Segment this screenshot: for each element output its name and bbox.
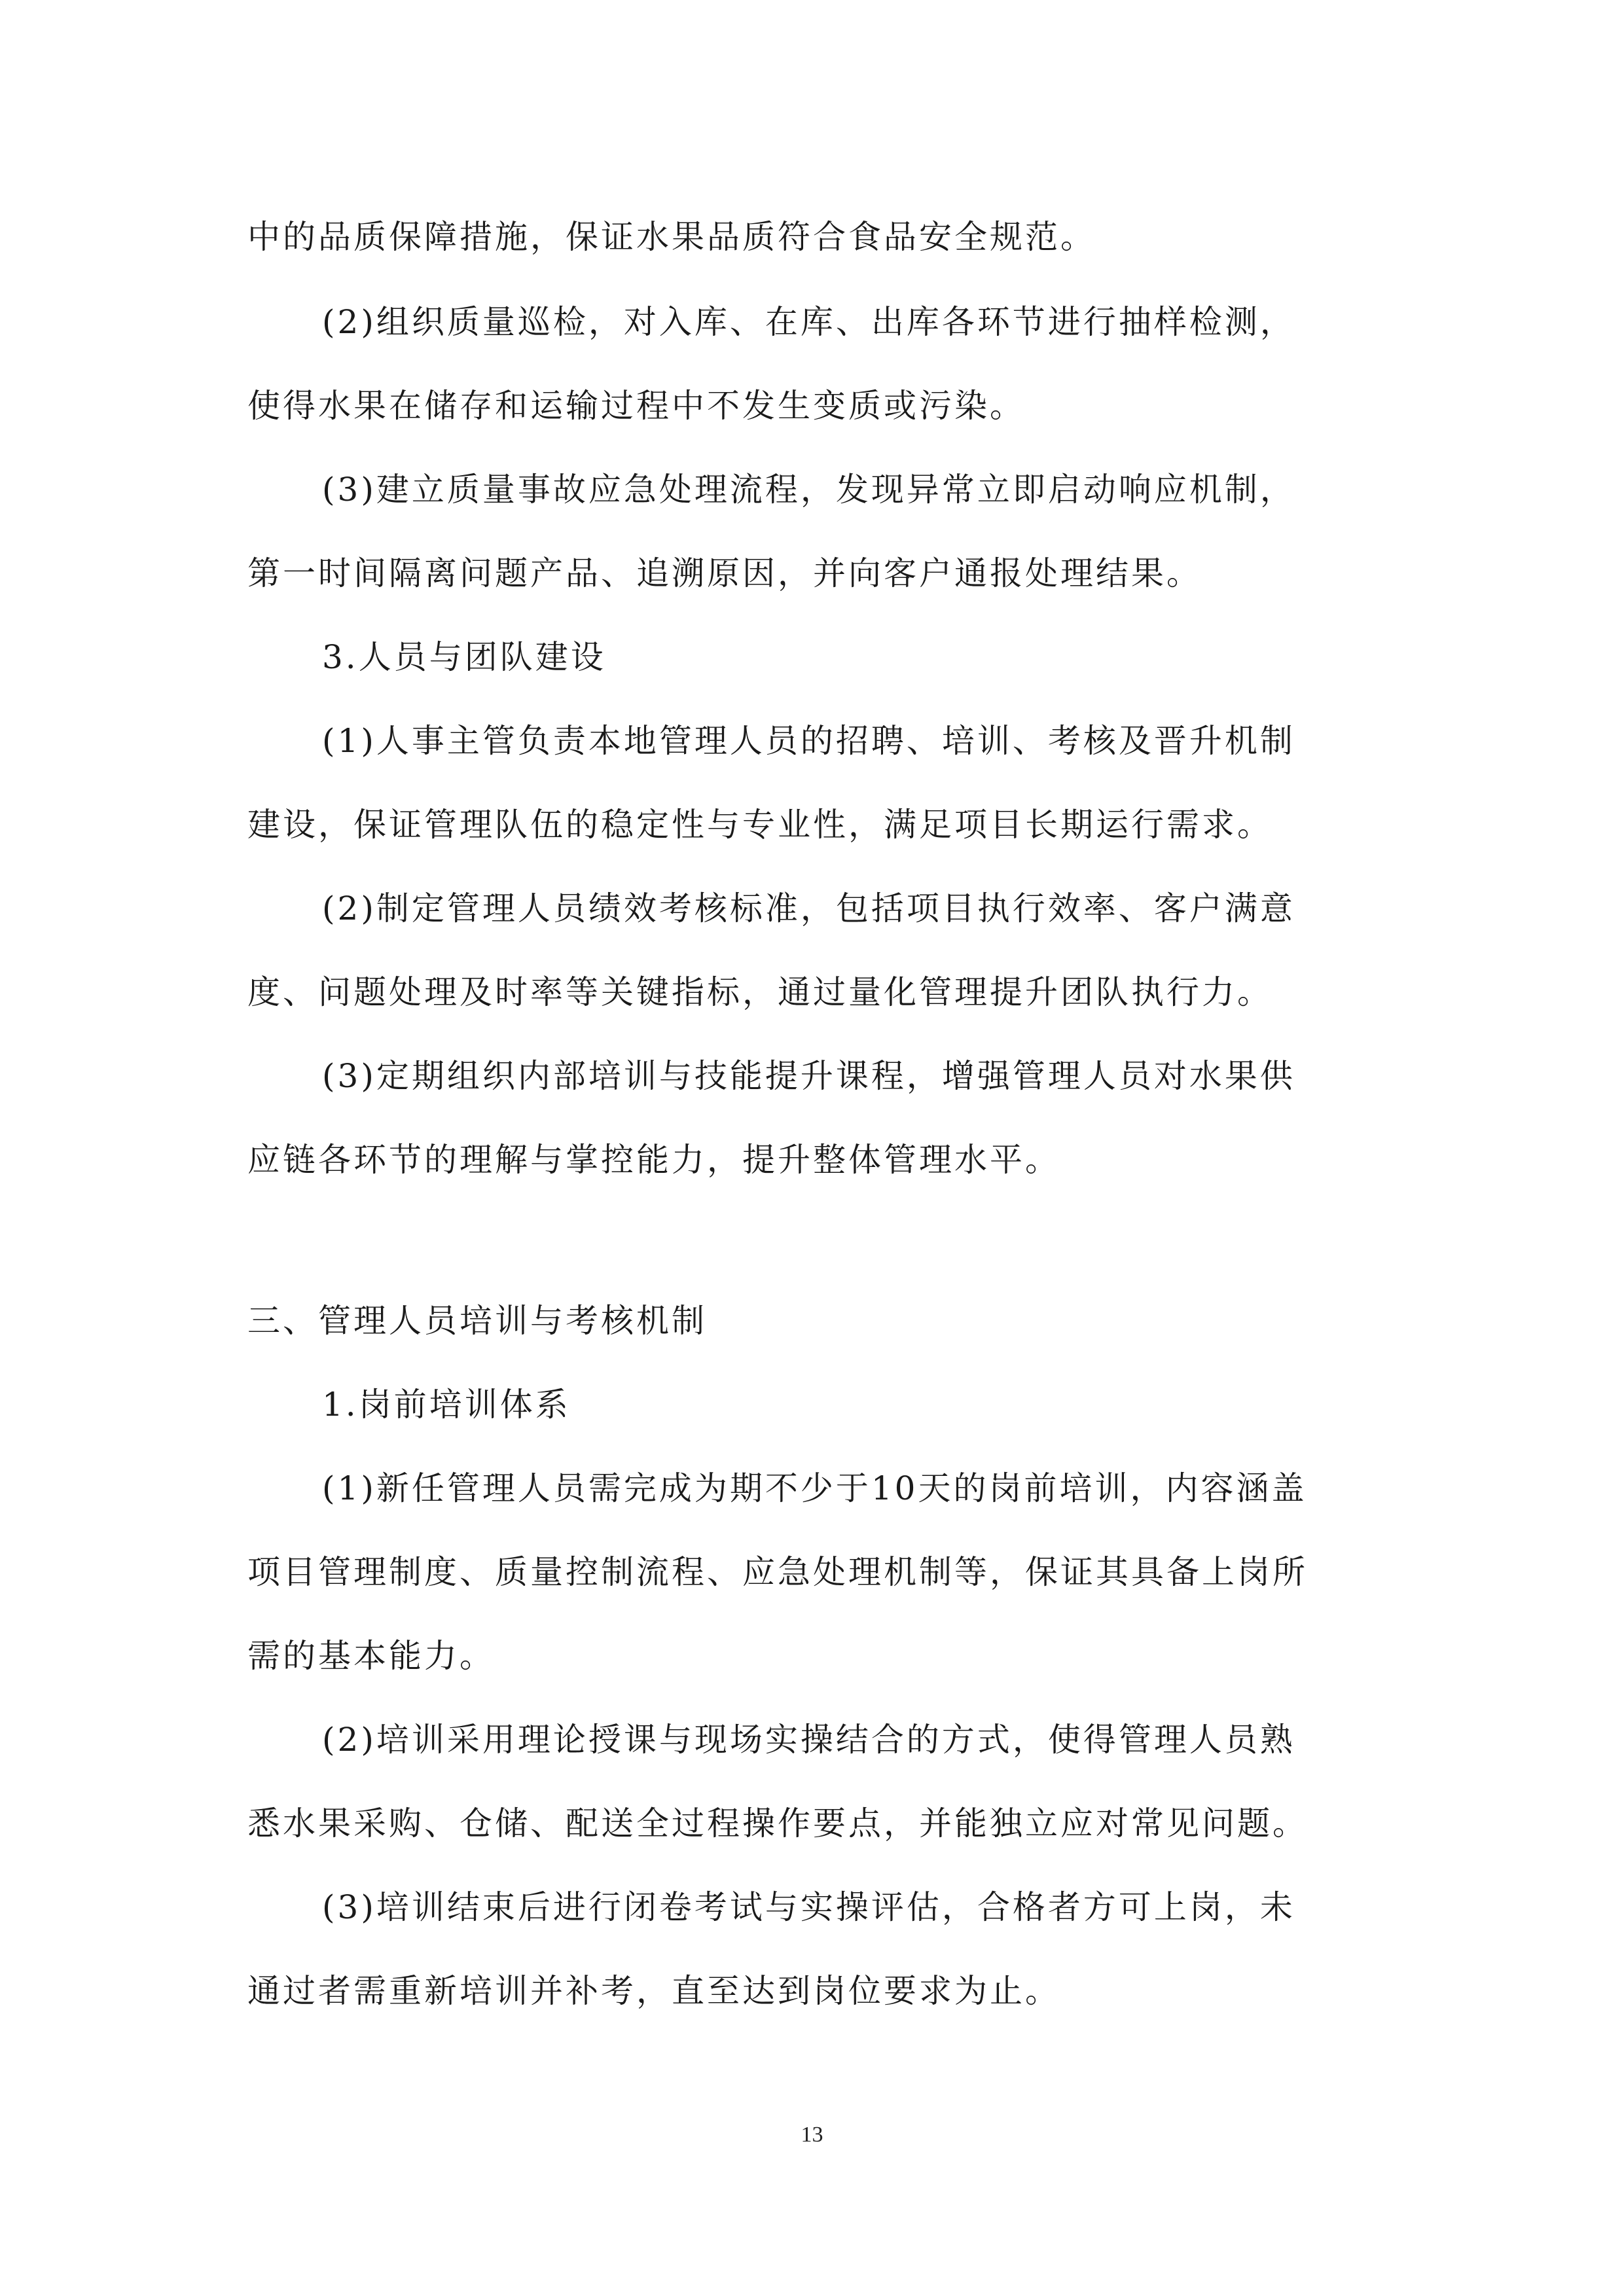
section-heading: 三、管理人员培训与考核机制 bbox=[247, 1302, 707, 1340]
paragraph-line: (3)建立质量事故应急处理流程，发现异常立即启动响应机制， bbox=[322, 471, 1295, 509]
subsection-heading: 3.人员与团队建设 bbox=[322, 638, 606, 676]
paragraph-line: 使得水果在储存和运输过程中不发生变质或污染。 bbox=[247, 387, 1025, 425]
paragraph-line: 通过者需重新培训并补考，直至达到岗位要求为止。 bbox=[247, 1972, 1060, 2010]
paragraph-line: 需的基本能力。 bbox=[247, 1637, 495, 1675]
page-number: 13 bbox=[801, 2123, 823, 2147]
paragraph-line: 中的品质保障措施，保证水果品质符合食品安全规范。 bbox=[247, 218, 1096, 256]
paragraph-line: (3)定期组织内部培训与技能提升课程，增强管理人员对水果供 bbox=[322, 1057, 1295, 1095]
paragraph-line: (2)培训采用理论授课与现场实操结合的方式，使得管理人员熟 bbox=[322, 1721, 1295, 1759]
paragraph-line: 悉水果采购、仓储、配送全过程操作要点，并能独立应对常见问题。 bbox=[247, 1804, 1308, 1842]
paragraph-line: (2)组织质量巡检，对入库、在库、出库各环节进行抽样检测， bbox=[322, 303, 1295, 341]
subsection-heading: 1.岗前培训体系 bbox=[322, 1386, 571, 1424]
paragraph-line: 第一时间隔离问题产品、追溯原因，并向客户通报处理结果。 bbox=[247, 554, 1202, 592]
paragraph-line: 项目管理制度、质量控制流程、应急处理机制等，保证其具备上岗所 bbox=[247, 1553, 1308, 1591]
paragraph-line: (3)培训结束后进行闭卷考试与实操评估，合格者方可上岗，未 bbox=[322, 1888, 1295, 1926]
paragraph-line: (1)人事主管负责本地管理人员的招聘、培训、考核及晋升机制 bbox=[322, 722, 1295, 760]
paragraph-line: 建设，保证管理队伍的稳定性与专业性，满足项目长期运行需求。 bbox=[247, 806, 1272, 844]
paragraph-line: 度、问题处理及时率等关键指标，通过量化管理提升团队执行力。 bbox=[247, 973, 1272, 1011]
paragraph-line: (2)制定管理人员绩效考核标准，包括项目执行效率、客户满意 bbox=[322, 889, 1295, 927]
paragraph-line: 应链各环节的理解与掌控能力，提升整体管理水平。 bbox=[247, 1141, 1060, 1179]
paragraph-line: (1)新任管理人员需完成为期不少于10天的岗前培训，内容涵盖 bbox=[322, 1469, 1307, 1507]
